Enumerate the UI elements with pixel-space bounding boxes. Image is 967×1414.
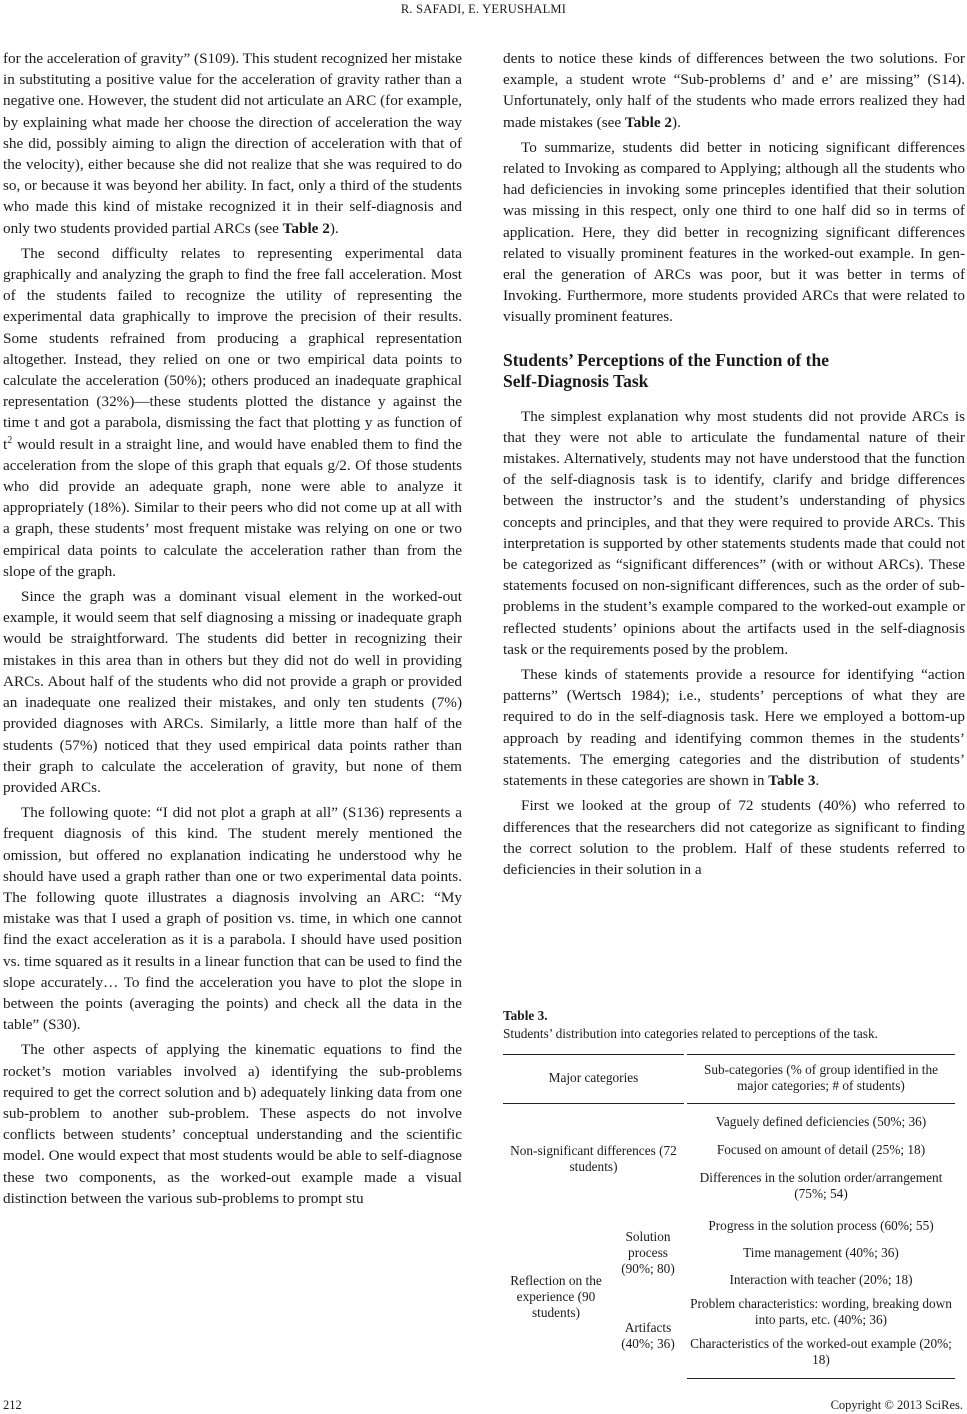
right-column xyxy=(503,48,965,884)
major-category-cell: Non-significant differences (72 students) xyxy=(510,1143,677,1174)
table-reference: Table 2 xyxy=(282,219,330,237)
copyright: Copyright © 2013 SciRes. xyxy=(830,1398,963,1412)
body-paragraph: The following quote: “I did not plot a graph at all” (S136) represents a frequent diagnosis of this kind. The student merely mentioned the omission, but offered no explanation indicating he understood why he should have used a graph rather than one or two experimental data points. The following quote illustrates a diagnosis involving an ARC: “My mistake was that I used a graph of position vs. time, in which one cannot find the exact acceleration as it is a parabola. I should have used position vs. time squared as it results in a linear function that can be used to find the slope accurately… To find the acceleration you have to plot the slope in between the points (averaging the points) and check all the data in the table” (S30). xyxy=(3,804,462,1034)
paragraph-text: ). xyxy=(329,219,339,237)
body-paragraph: First we looked at the group of 72 students (40%) who referred to differences that the researchers did not categorize as significant to finding the correct solution to the problem. Half of these students referred to deficiencies in their solution in a xyxy=(503,797,965,878)
left-column xyxy=(3,48,462,1213)
body-paragraph xyxy=(503,664,965,791)
sub-category-cell: Vaguely defined deficiencies (50%; 36) xyxy=(715,1114,927,1129)
subgroup-cell: Artifacts (40%; 36) xyxy=(621,1319,675,1351)
paragraph-text: The second difficulty relates to representing experimental data graphically and analyzing the graph to find the free fall acceleration. Most of the students failed to recognize the utility of representing the experimental data graphically to improve the precision of their results. Some students refrained from producing a graphical representation altogether. Instead, they relied on one or two empirical data points to calculate the acceleration (50%); others produced an inadequate graphical representation (32%)—these students plotted the distance y against the time t and got a parabola, dismissing the fact that plotting y as function of t xyxy=(3,244,462,453)
paragraph-text: . xyxy=(815,772,820,790)
categories-table xyxy=(500,1054,958,1379)
table-3 xyxy=(503,1008,961,1379)
table-reference: Table 2 xyxy=(624,113,673,131)
paragraph-text: ). xyxy=(672,113,681,131)
paragraph-text: for the acceleration of gravity” (S109). This student recognized her mistake in substituting a positive value for the acceleration of gravity rather than a negative one. However, the student did not articulate an ARC (for example, by explaining what made her choose the direction of acceleration the way she did, possibly aiming to align the direction of acceleration with that of the velocity), either because she did not realize that she was required to do so, or because it was beyond her ability. In fact, only a third of the students who made this kind of mistake recognized it in their self-diagnosis and only two students provided partial ARCs (see xyxy=(3,50,462,237)
body-paragraph xyxy=(3,243,462,582)
header-major: Major categories xyxy=(503,1054,684,1104)
sub-category-cell: Time management (40%; 36) xyxy=(743,1245,899,1260)
section-heading xyxy=(503,350,965,392)
major-category-cell: Reflection on the experience (90 students) xyxy=(510,1272,602,1320)
body-paragraph: Since the graph was a dominant visual element in the worked-out example, it would seem that self diagnosing a missing or inadequate graph would be straightforward. The students did better in recognizing their mistakes in this area than in others but they did not do well in providing ARCs. About half of the students who did not provide a graph or provided an inadequate one realized their mistakes, and only ten students (7%) provided diagnoses with ARCs. Similarly, a little more than half of the students (57%) noticed that they used empirical data points rather than their graph to calculate the acceleration of gravity, but none of them provided ARCs. xyxy=(3,588,462,796)
subgroup-cell: Solution process (90%; 80) xyxy=(621,1229,675,1276)
table-caption: Students’ distribution into categories related to perceptions of the task. xyxy=(503,1026,878,1041)
sub-category-cell: Problem characteristics: wording, breaking down into parts, etc. (40%; 36) xyxy=(690,1296,952,1327)
body-paragraph: The simplest explanation why most students did not provide ARCs is that they were not able to articulate the fundamental nature of their mistakes. Alternatively, students may not have understood that the function of the self-diagnosis task is to identify, clarify and bridge differences between the instructor’s and the student’s understanding of physics concepts and principles, and that they were required to provide ARCs. This interpretation is supported by other statements students made that could not be categorized as “significant differences” (with or without ARCs). These statements focused on non-significant differences, such as the order of sub-problems in the student’s example compared to the worked-out example or reflected students’ opinions about the artifacts used in the self-diagnosis task or the requirements posed by the problem. xyxy=(503,407,965,658)
sub-category-cell: Characteristics of the worked-out example (20%; 18) xyxy=(687,1332,955,1379)
sub-category-cell: Progress in the solution process (60%; 55) xyxy=(708,1218,934,1233)
body-paragraph: To summarize, students did better in noticing significant differences related to Invoking as compared to Applying; although all the students who had deficiencies in invoking some princeples identified that their solution was missing in this respect, only one third to one half did so in terms of application. Here, they did better in recognizing significant differences related to visually prominent features in the worked-out example. In general the generation of ARCs was poor, but it was better in terms of Invoking. Furthermore, more students provided ARCs that were related to visually prominent features. xyxy=(503,138,965,326)
body-paragraph xyxy=(503,48,965,133)
heading-line: Self-Diagnosis Task xyxy=(503,370,649,391)
sub-category-cell: Differences in the solution order/arrangement (75%; 54) xyxy=(699,1170,943,1201)
table-reference: Table 3 xyxy=(768,772,816,790)
table-title: Table 3. xyxy=(503,1008,548,1023)
page-number: 212 xyxy=(3,1398,22,1412)
superscript: 2 xyxy=(7,434,13,446)
body-paragraph xyxy=(3,48,462,239)
heading-line: Students’ Perceptions of the Function of the xyxy=(503,349,830,370)
sub-category-cell: Interaction with teacher (20%; 18) xyxy=(729,1272,913,1287)
header-sub: Sub-categories (% of group identified in the major categories; # of students) xyxy=(687,1054,955,1104)
paragraph-text: dents to notice these kinds of differences between the two solutions. For example, a student wrote “Sub-problems d’ and e’ are missing” (S14). Unfortunately, only half of the students who made errors realized they had made mistakes (see xyxy=(503,50,965,131)
body-paragraph: The other aspects of applying the kinematic equations to find the rocket’s motion variables involved a) identifying the sub-problems required to get the correct solution and b) adequately linking data from one sub-problem to another sub-problem. These aspects do not involve conflicts between students’ conceptual understanding and the scientific model. One would expect that most students would be able to self-diagnose these two components, as the worked-out example made a visual distinction between the various sub-problems to prompt stu xyxy=(3,1041,462,1207)
running-head: R. SAFADI, E. YERUSHALMI xyxy=(400,2,567,16)
sub-category-cell: Focused on amount of detail (25%; 18) xyxy=(716,1142,926,1157)
paragraph-text: These kinds of statements provide a resource for identifying “action patterns” (Wertsch 1984); i.e., students’ perceptions of what they are required to do in the self-diagnosis task. Here we employed a bottom-up approach by reading and identifying common themes in the students’ statements. The emerging categories and the distribution of students’ statements in these categories are shown in xyxy=(503,666,965,790)
paragraph-text: would result in a straight line, and would have enabled them to find the acceleration from the slope of this graph that equals g/2. Of those students who did provide an adequate graph, none were able to analyze it appropriately (18%). Similar to their peers who did not come up at all with a graph, these students’ most frequent mistake was relying on one or two empirical data points to calculate the acceleration rather than from the slope of the graph. xyxy=(3,435,462,580)
